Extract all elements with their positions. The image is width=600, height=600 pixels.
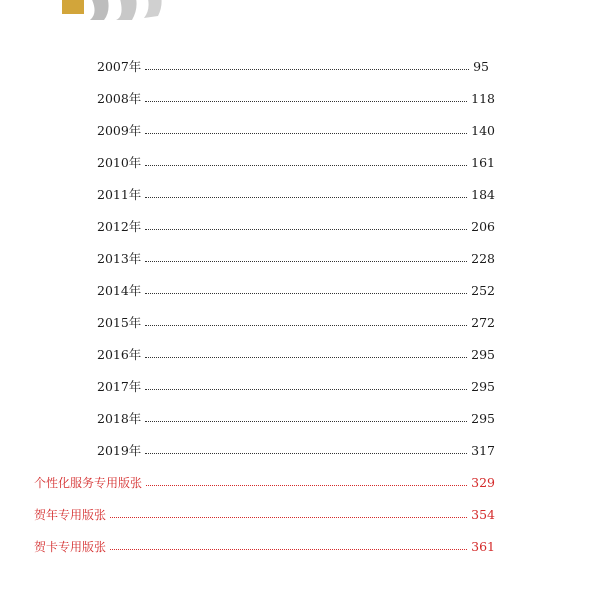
toc-entry-page: 252 <box>471 282 495 298</box>
toc-entry-2017[interactable] <box>97 376 495 396</box>
toc-entry-greeting-card-sheets[interactable] <box>34 536 495 556</box>
toc-entry-2015[interactable] <box>97 312 495 332</box>
toc-entry-new-year-sheets[interactable] <box>34 504 495 524</box>
toc-entry-label: 2010年 <box>97 155 142 170</box>
toc-entry-label: 2008年 <box>97 91 142 106</box>
toc-entry-page: 161 <box>471 154 495 170</box>
toc-entry-page: 140 <box>471 122 495 138</box>
toc-entry-page: 361 <box>471 538 495 554</box>
toc-entry-label: 2018年 <box>97 411 142 426</box>
dot-leader <box>145 101 467 102</box>
toc-entry-page: 295 <box>471 378 495 394</box>
toc-entry-page: 184 <box>471 186 495 202</box>
toc-entry-label: 2009年 <box>97 123 142 138</box>
dot-leader <box>146 485 467 486</box>
toc-entry-label: 2007年 <box>97 59 142 74</box>
toc-entry-page: 272 <box>471 314 495 330</box>
dot-leader <box>145 453 467 454</box>
dot-leader <box>145 197 467 198</box>
dot-leader <box>145 293 467 294</box>
dot-leader <box>145 325 467 326</box>
toc-entry-page: 228 <box>471 250 495 266</box>
dot-leader <box>145 389 467 390</box>
dot-leader <box>145 165 467 166</box>
toc-entry-2009[interactable] <box>97 120 495 140</box>
toc-entry-2008[interactable] <box>97 88 495 108</box>
toc-entry-label: 2014年 <box>97 283 142 298</box>
toc-entry-label: 贺年专用版张 <box>34 507 107 522</box>
toc-entry-page: 118 <box>471 90 495 106</box>
toc-entry-2016[interactable] <box>97 344 495 364</box>
toc-entry-label: 2011年 <box>97 187 142 202</box>
dot-leader <box>110 549 467 550</box>
dot-leader <box>145 261 467 262</box>
toc-entry-page: 354 <box>471 506 495 522</box>
toc-entry-page: 329 <box>471 474 495 490</box>
toc-entry-2018[interactable] <box>97 408 495 428</box>
toc-entry-2011[interactable] <box>97 184 495 204</box>
dot-leader <box>145 133 467 134</box>
toc-entry-label: 2012年 <box>97 219 142 234</box>
toc-entry-label: 2015年 <box>97 315 142 330</box>
toc-entry-label: 2017年 <box>97 379 142 394</box>
toc-entry-label: 2013年 <box>97 251 142 266</box>
dot-leader <box>145 69 469 70</box>
toc-entry-label: 贺卡专用版张 <box>34 539 107 554</box>
toc-entry-2019[interactable] <box>97 440 495 460</box>
toc-entry-label: 2016年 <box>97 347 142 362</box>
dot-leader <box>145 421 467 422</box>
toc-entry-page: 295 <box>471 346 495 362</box>
toc-entry-2013[interactable] <box>97 248 495 268</box>
toc-entry-page: 206 <box>471 218 495 234</box>
toc-entry-page: 95 <box>473 58 489 74</box>
toc-entry-label: 2019年 <box>97 443 142 458</box>
toc-entry-2010[interactable] <box>97 152 495 172</box>
toc-entry-personalized-sheets[interactable] <box>34 472 495 492</box>
dot-leader <box>145 229 467 230</box>
toc-entry-page: 295 <box>471 410 495 426</box>
dot-leader <box>145 357 467 358</box>
toc-entry-2012[interactable] <box>97 216 495 236</box>
dot-leader <box>110 517 467 518</box>
toc-entry-2014[interactable] <box>97 280 495 300</box>
toc-entry-page: 317 <box>471 442 495 458</box>
toc-entry-2007[interactable] <box>97 56 489 76</box>
toc-entry-label: 个性化服务专用版张 <box>34 475 143 490</box>
